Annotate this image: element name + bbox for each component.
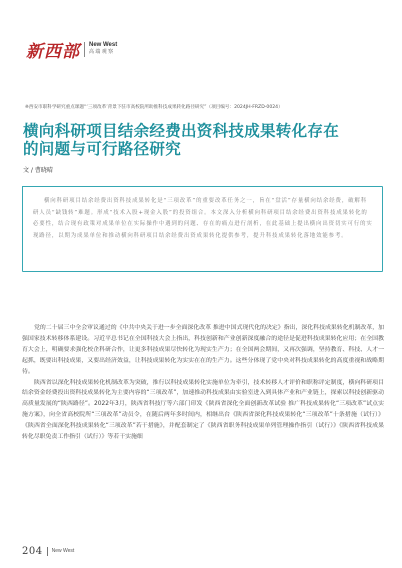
page-number: 204	[22, 545, 43, 557]
footer-journal: New West	[51, 548, 75, 554]
article-title: 横向科研项目结余经费出资科技成果转化存在的问题与可行路径研究	[23, 122, 340, 158]
masthead-divider	[84, 42, 85, 57]
abstract-text: 横向科研项目结余经费出资科技成果转化是“三项改革”的重要改革任务之一，旨在“盘活”存量横向结余经费，破解科研人员“缺钱转”难题。形成“技术入股+现金入股”的投资组合。本文深入分析横向科研项目结余经费出资科技成果转化的必要性，结合现有政策对成果单位在实际操作中遇到的问题、存在的痛点进行剖析，在此基础上提出横向出资切实可行的实现路径，以期为成果单位和推动横向科研项目结余经费出资成果转化提供参考，提升科技成果转化落地效能参考。	[33, 198, 373, 239]
masthead-en-line2: 高 端 观 察	[89, 49, 114, 55]
masthead	[26, 38, 117, 60]
article-body	[22, 323, 384, 443]
page-footer	[22, 545, 74, 557]
body-paragraph: 党的二十届三中全会审议通过的《中共中央关于进一步全面深化改革 推进中国式现代化的决定》指出，深化科技成果转化机制改革，加强国家技术转移体系建设。习近平总书记在全国科技大会上指出，科技创新和产业创新深度融合的途径是促进科技成果转化应用；在全国教育大会上，明确要求强化校企科研合作，让更多科技成果尽快转化为现实生产力；在全国两会期间，又再次强调，坚持教育、科技、人才一起抓，既要出科技成果，又要出经济效益，让科技成果转化为实实在在的生产力。这些分体现了党中央对科技成果转化的高度重视和战略期待。	[22, 325, 384, 375]
masthead-english	[89, 42, 117, 56]
abstract-box	[22, 186, 383, 272]
masthead-logo: 新西部	[26, 41, 80, 62]
footer-divider	[47, 547, 48, 556]
article-author: 文 / 曹晓晴	[23, 167, 53, 174]
masthead-en-line1: New West	[89, 42, 118, 48]
funding-note: ※西安市职科学研究重点课题“‘三项改革’背景下驻市高校院所助推科技成果转化路径研究”（项目编号：2024JH-FRZD-0024）	[25, 105, 283, 110]
body-paragraph: 陕西省以深化科技成果转化机制改革为突破，推行以科技成果转化实施单位为牵引，技术转移人才评价和职称评定制度，横向科研项目结余资金经费投出资科技成果转化为主要内容的“三项改革”，加速推动科技成果由实验室进入到具体产业和产业链上，探索以科技创新驱动高质量发展的“陕西路径”。2022年3月，陕西省科技厅等六部门印发《陕西省深化全面创新改革试验 推广科技成果转化“三项改革”试点实施方案》，向全省高校院所“三项改革”动员令，在随后两年多时间内，相继出台《陕西省深化科技成果转化“三项改革”十条措施（试行）》《陕西省全面深化科技成果转化“三项改革”若干措施》，并配套制定了《陕西省职务科技成果单列管理操作指引（试行）》《陕西省科技成果转化尽职免责工作指引（试行）》等若干实施细	[22, 379, 384, 441]
